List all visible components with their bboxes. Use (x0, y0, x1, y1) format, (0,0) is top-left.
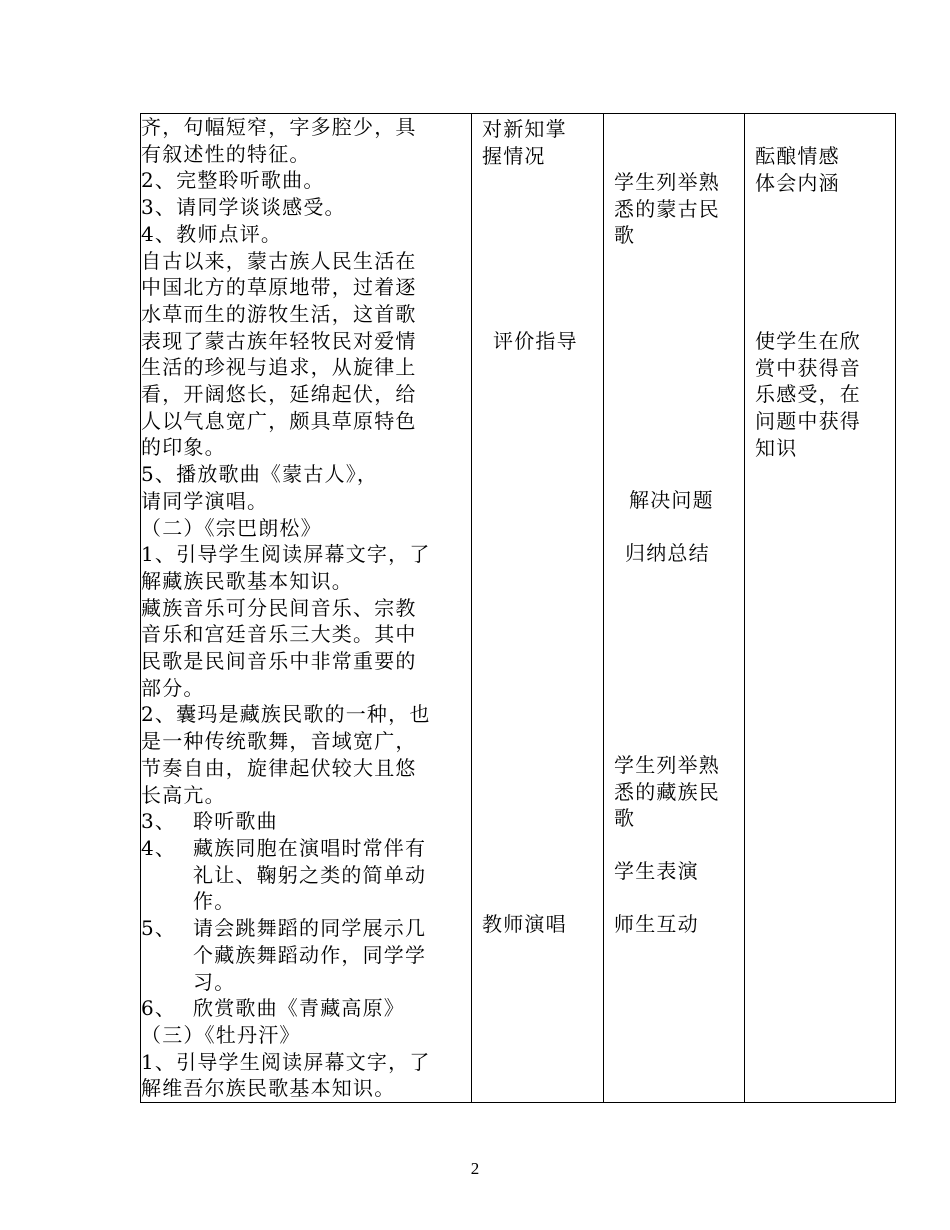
text-line: 聆听歌曲 (193, 809, 278, 834)
activity-block (482, 911, 567, 938)
text-line: 学生列举熟 (614, 753, 720, 777)
text-line: 酝酿情感 (755, 144, 840, 168)
step-item (141, 701, 471, 808)
text-line: 部分。 (141, 675, 205, 700)
intent-block (755, 328, 861, 462)
text-line: 1、引导学生阅读屏幕文字，了 (141, 1049, 431, 1074)
numbered-item (141, 835, 471, 915)
text-line: 请会跳舞蹈的同学展示几 (193, 916, 427, 941)
text-line: 解藏族民歌基本知识。 (141, 568, 353, 593)
text-line: 2、囊玛是藏族民歌的一种，也 (141, 702, 431, 727)
text-line: 习。 (193, 969, 236, 994)
text-line: 礼让、鞠躬之类的简单动 (193, 862, 427, 887)
section-title: （二）《宗巴朗松》 (141, 515, 322, 540)
text-line: 问题中获得 (755, 409, 861, 434)
text-line: 乐感受，在 (755, 382, 861, 407)
student-activity-cell (604, 114, 745, 1103)
lesson-plan-table (140, 113, 896, 1103)
text-line: 齐，句幅短窄，字多腔少，具 (141, 115, 417, 139)
activity-block (614, 911, 699, 938)
paragraph-tibetan-music (141, 595, 471, 702)
text-line: 自古以来，蒙古族人民生活在 (141, 248, 417, 273)
text-line: 握情况 (482, 143, 546, 168)
text-line: 表现了蒙古族年轻牧民对爱情 (141, 328, 417, 353)
text-line: 歌 (614, 806, 636, 831)
text-line: 水草而生的游牧生活，这首歌 (141, 301, 417, 326)
text-line: 个藏族舞蹈动作，同学学 (193, 942, 427, 967)
text-line: 的印象。 (141, 435, 226, 460)
intent-block (755, 143, 840, 196)
step-item: 3、请同学谈谈感受。 (141, 195, 346, 220)
text-line: 学生表演 (614, 859, 699, 883)
text-line: 解维吾尔族民歌基本知识。 (141, 1076, 396, 1101)
page-number: 2 (470, 1159, 480, 1178)
text-line: 归纳总结 (625, 541, 710, 565)
text-line: 悉的藏族民 (614, 779, 720, 804)
step-item (141, 541, 471, 594)
text-line: 长高亢。 (141, 782, 226, 807)
text-line: 请同学演唱。 (141, 488, 269, 513)
activity-block (493, 328, 578, 355)
text-line: 节奏自由，旋律起伏较大且悠 (141, 755, 417, 780)
text-line: 民歌是民间音乐中非常重要的 (141, 649, 417, 674)
step-item (141, 1049, 471, 1102)
text-line: 学生列举熟 (614, 170, 720, 194)
paragraph-intro (141, 248, 471, 462)
activity-block (614, 858, 699, 885)
text-line: 看，开阔悠长，延绵起伏，给 (141, 382, 417, 407)
text-line: 生活的珍视与追求，从旋律上 (141, 355, 417, 380)
step-item (141, 461, 471, 514)
text-line: 藏族音乐可分民间音乐、宗教 (141, 595, 417, 620)
text-line: 作。 (193, 889, 236, 914)
text-line: 欣赏歌曲《青藏高原》 (193, 996, 405, 1021)
item-number: 4、 (141, 835, 177, 860)
paragraph-feature (141, 114, 471, 167)
design-intent-cell (745, 114, 896, 1103)
text-line: 藏族同胞在演唱时常伴有 (193, 835, 427, 860)
text-line: 评价指导 (493, 329, 578, 353)
numbered-item (141, 995, 471, 1022)
text-line: 5、播放歌曲《蒙古人》， (141, 462, 379, 487)
text-line: 音乐和宫廷音乐三大类。其中 (141, 622, 417, 647)
teacher-activity-cell (472, 114, 604, 1103)
text-line: 有叙述性的特征。 (141, 141, 311, 166)
numbered-item (141, 915, 471, 995)
teaching-content-cell (141, 114, 472, 1103)
numbered-item (141, 808, 471, 835)
text-line: 解决问题 (629, 488, 714, 512)
item-number: 5、 (141, 916, 177, 941)
text-line: 教师演唱 (482, 912, 567, 936)
table-row (141, 114, 896, 1103)
text-line: 对新知掌 (482, 117, 567, 141)
step-item: 2、完整聆听歌曲。 (141, 168, 325, 193)
text-line: 歌 (614, 223, 636, 248)
text-line: 中国北方的草原地带，过着逐 (141, 275, 417, 300)
activity-block (614, 169, 720, 249)
item-number: 3、 (141, 809, 177, 834)
activity-block (482, 116, 567, 169)
activity-block (629, 487, 714, 514)
text-line: 体会内涵 (755, 170, 840, 195)
text-line: 悉的蒙古民 (614, 196, 720, 221)
text-line: 知识 (755, 435, 798, 460)
item-number: 6、 (141, 996, 177, 1021)
section-title: （三）《牡丹汗》 (141, 1022, 301, 1047)
text-line: 是一种传统歌舞，音域宽广， (141, 729, 417, 754)
text-line: 师生互动 (614, 912, 699, 936)
activity-block (614, 752, 720, 832)
text-line: 使学生在欣 (755, 329, 861, 353)
activity-block (625, 540, 710, 567)
step-item: 4、教师点评。 (141, 221, 283, 246)
text-line: 赏中获得音 (755, 355, 861, 380)
text-line: 人以气息宽广，颇具草原特色 (141, 408, 417, 433)
text-line: 1、引导学生阅读屏幕文字，了 (141, 542, 431, 567)
